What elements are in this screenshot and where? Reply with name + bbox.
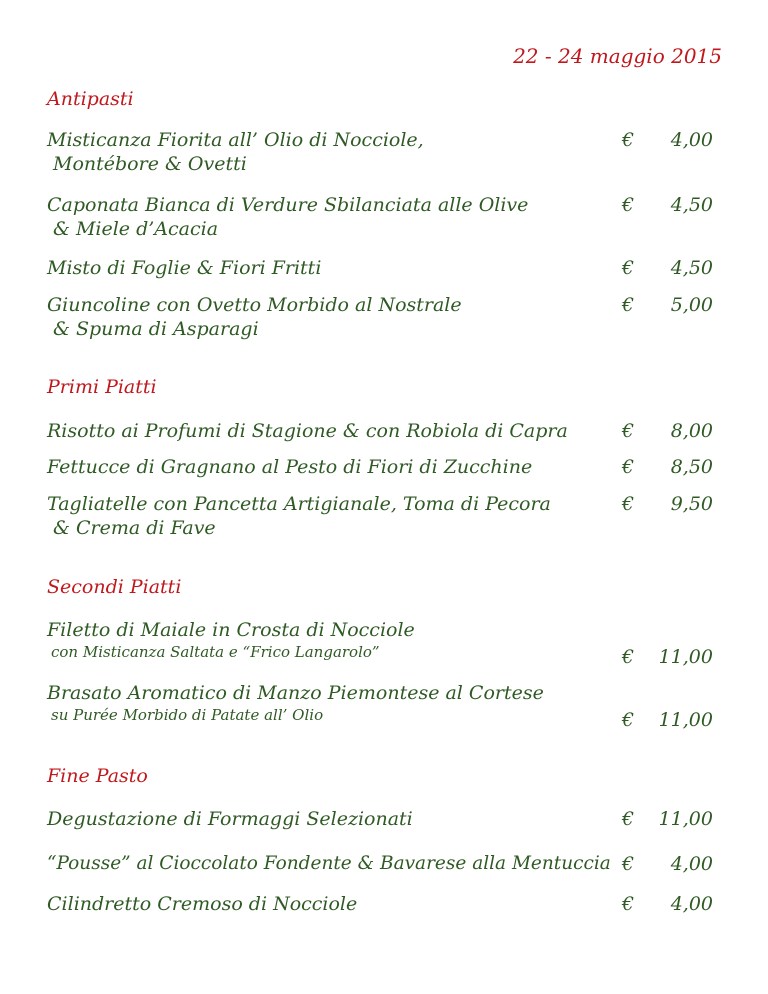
dish-price: 4,00	[670, 129, 713, 151]
currency-symbol: €	[622, 294, 635, 316]
currency-symbol: €	[622, 709, 635, 731]
dish-price: 9,50	[670, 493, 713, 515]
dish-name: Misto di Foglie & Fiori Fritti	[47, 257, 322, 279]
dish-price: 11,00	[658, 808, 713, 830]
dish-name-continued: & Miele d’Acacia	[53, 218, 219, 240]
dish-name: Brasato Aromatico di Manzo Piemontese al Cortese	[47, 682, 544, 704]
currency-symbol: €	[622, 194, 635, 216]
currency-symbol: €	[622, 646, 635, 668]
section-title-fine-pasto: Fine Pasto	[47, 765, 148, 787]
dish-name-continued: & Crema di Fave	[53, 517, 216, 539]
dish-price: 8,00	[670, 420, 713, 442]
dish-price: 8,50	[670, 456, 713, 478]
dish-price: 4,50	[670, 257, 713, 279]
menu-date: 22 - 24 maggio 2015	[513, 44, 722, 68]
currency-symbol: €	[622, 456, 635, 478]
dish-name: Misticanza Fiorita all’ Olio di Nocciole,	[47, 129, 424, 151]
dish-name: Cilindretto Cremoso di Nocciole	[47, 893, 358, 915]
dish-name: Fettucce di Gragnano al Pesto di Fiori di Zucchine	[47, 456, 533, 478]
section-title-secondi-piatti: Secondi Piatti	[47, 576, 182, 598]
currency-symbol: €	[622, 420, 635, 442]
currency-symbol: €	[622, 493, 635, 515]
dish-price: 4,50	[670, 194, 713, 216]
dish-name: Caponata Bianca di Verdure Sbilanciata alle Olive	[47, 194, 529, 216]
dish-price: 4,00	[670, 853, 713, 875]
dish-name-continued: & Spuma di Asparagi	[53, 318, 259, 340]
dish-price: 11,00	[658, 646, 713, 668]
dish-price: 11,00	[658, 709, 713, 731]
currency-symbol: €	[622, 257, 635, 279]
currency-symbol: €	[622, 853, 635, 875]
currency-symbol: €	[622, 808, 635, 830]
dish-name: Giuncoline con Ovetto Morbido al Nostrale	[47, 294, 462, 316]
dish-name-continued: Montébore & Ovetti	[53, 153, 247, 175]
dish-name: Degustazione di Formaggi Selezionati	[47, 808, 413, 830]
dish-side: con Misticanza Saltata e “Frico Langarolo”	[51, 643, 380, 661]
section-title-antipasti: Antipasti	[47, 88, 134, 110]
dish-price: 5,00	[670, 294, 713, 316]
section-title-primi-piatti: Primi Piatti	[47, 376, 157, 398]
dish-name: Tagliatelle con Pancetta Artigianale, Toma di Pecora	[47, 493, 551, 515]
dish-name: Filetto di Maiale in Crosta di Nocciole	[47, 619, 415, 641]
dish-side: su Purée Morbido di Patate all’ Olio	[51, 706, 324, 724]
dish-price: 4,00	[670, 893, 713, 915]
dish-name: Risotto ai Profumi di Stagione & con Robiola di Capra	[47, 420, 568, 442]
currency-symbol: €	[622, 893, 635, 915]
dish-name: “Pousse” al Cioccolato Fondente & Bavarese alla Mentuccia	[47, 853, 611, 874]
currency-symbol: €	[622, 129, 635, 151]
